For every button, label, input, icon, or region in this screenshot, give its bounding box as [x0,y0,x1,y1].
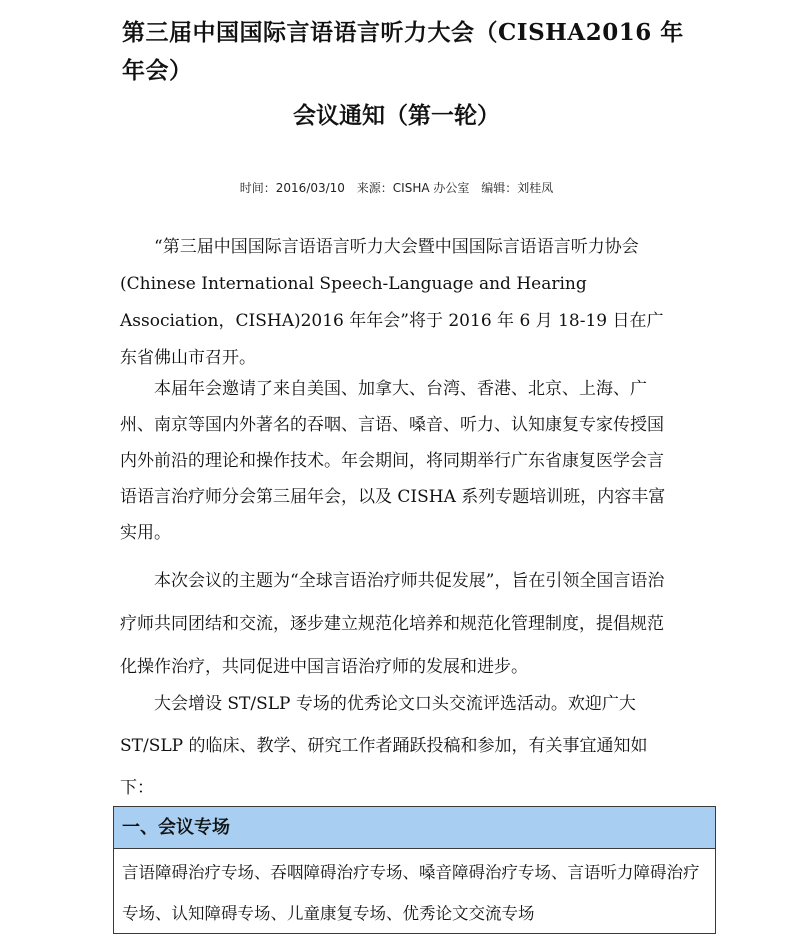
paragraph-intro: “第三届中国国际言语语言听力大会暨中国国际言语语言听力协会(Chinese International Speech-Language and Hearing Association，CISHA)2016 年年会”将于 2016 年 6 月 18-19 日在广东省佛山市召开。 [120,237,664,368]
document-title: 第三届中国国际言语语言听力大会（CISHA2016 年年会） [122,19,684,84]
article-meta [0,178,793,198]
section-body: 言语障碍治疗专场、吞咽障碍治疗专场、嗓音障碍治疗专场、言语听力障碍治疗专场、认知障碍专场、儿童康复专场、优秀论文交流专场 [122,863,700,923]
section-table [113,806,716,934]
paragraph-call-for-papers: 大会增设 ST/SLP 专场的优秀论文口头交流评选活动。欢迎广大 ST/SLP 的临床、教学、研究工作者踊跃投稿和参加，有关事宜通知如下： [120,694,648,798]
paragraph-theme: 本次会议的主题为“全球言语治疗师共促发展”，旨在引领全国言语治疗师共同团结和交流，逐步建立规范化培养和规范化管理制度，提倡规范化操作治疗，共同促进中国言语治疗师的发展和进步。 [120,571,665,677]
document-subtitle: 会议通知（第一轮） [293,102,500,129]
section-heading: 一、会议专场 [114,807,715,849]
publish-time: 时间：2016/03/10 [239,181,345,195]
article-source: 来源：CISHA 办公室 [356,181,470,195]
article-editor: 编辑：刘桂凤 [481,181,554,195]
paragraph-speakers: 本届年会邀请了来自美国、加拿大、台湾、香港、北京、上海、广州、南京等国内外著名的吞咽、言语、嗓音、听力、认知康复专家传授国内外前沿的理论和操作技术。年会期间，将同期举行广东省康复医学会言语语言治疗师分会第三届年会，以及 CISHA 系列专题培训班，内容丰富实用。 [120,379,666,543]
